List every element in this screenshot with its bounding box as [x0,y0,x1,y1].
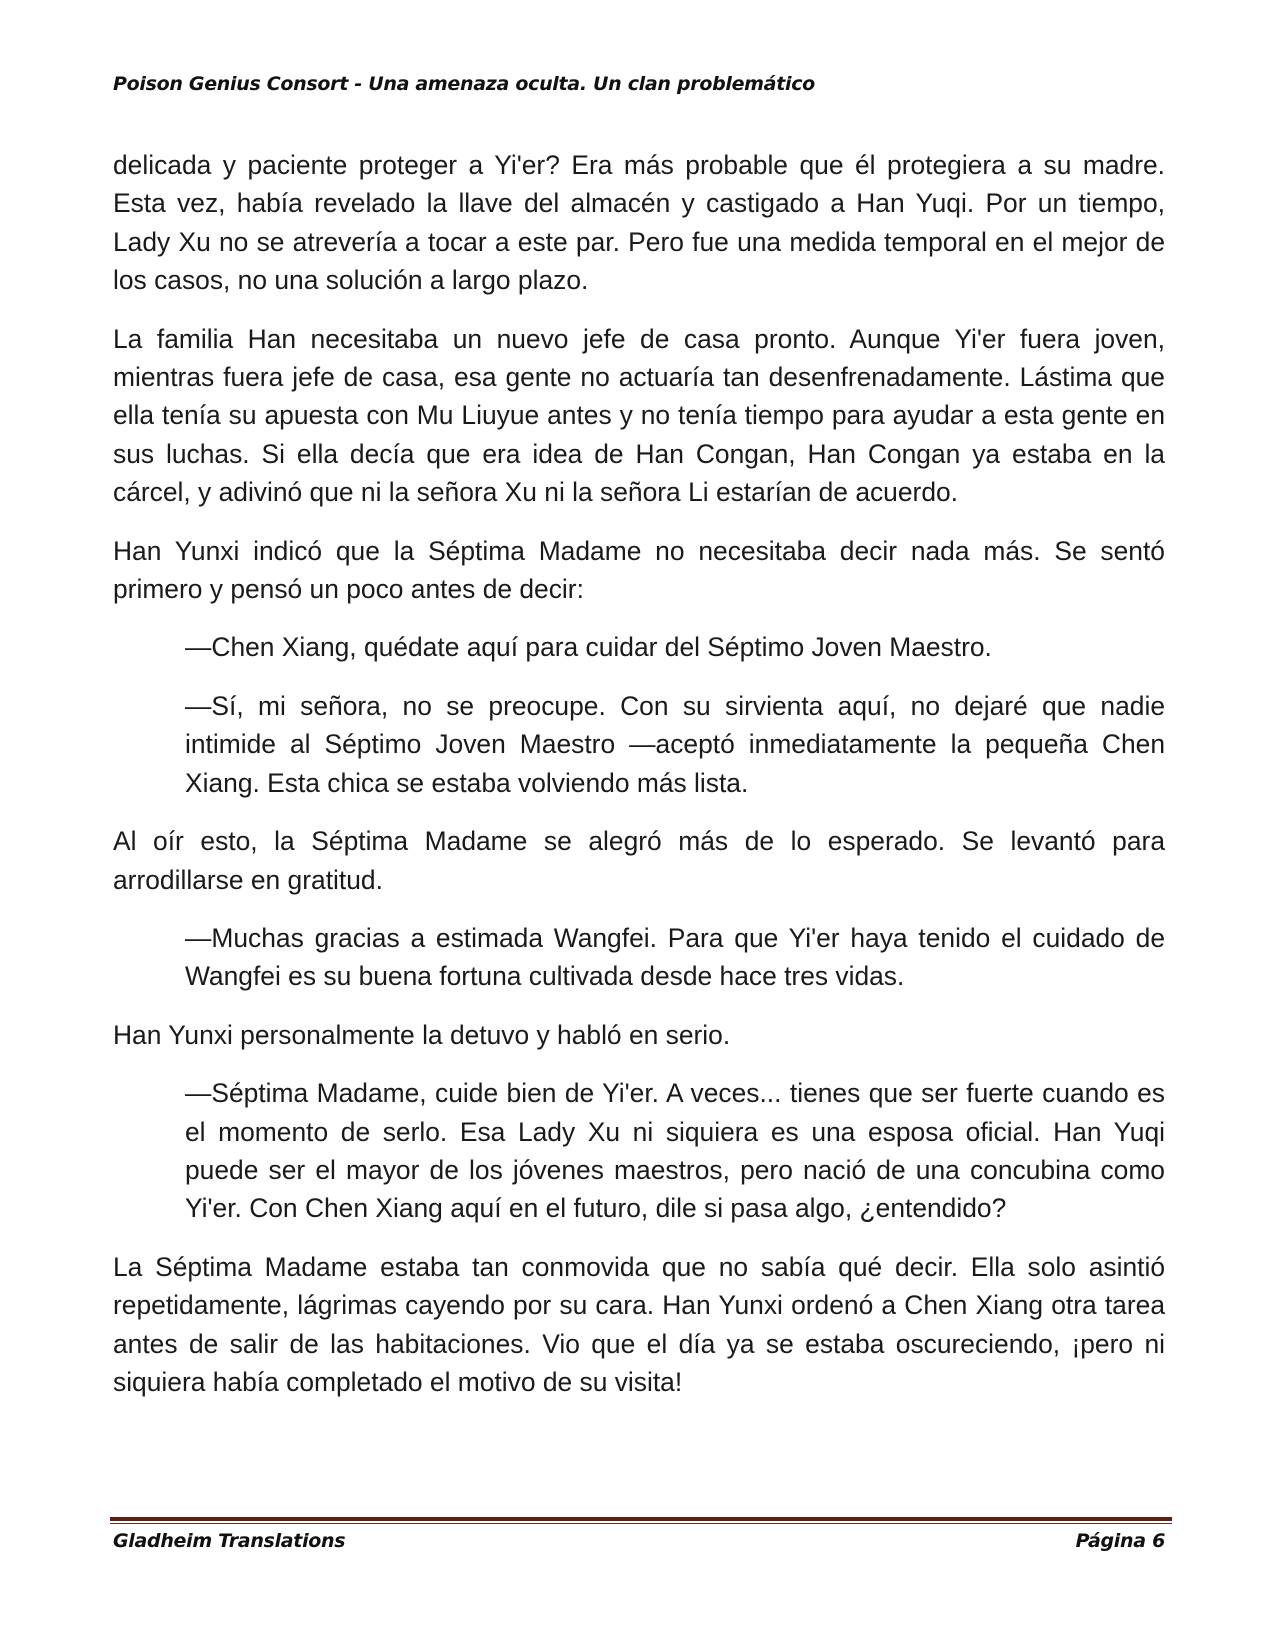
dialog-paragraph-9: —Séptima Madame, cuide bien de Yi'er. A veces... tienes que ser fuerte cuando es el momento de serlo. Esa Lady Xu ni siquiera es una esposa oficial. Han Yuqi puede ser el mayor de los jóvenes maestros, pero nació de una concubina como Yi'er. Con Chen Xiang aquí en el futuro, dile si pasa algo, ¿entendido? [185,1078,1165,1224]
paragraph-3: Han Yunxi indicó que la Séptima Madame no necesitaba decir nada más. Se sentó primero y pensó un poco antes de decir: [113,535,1165,605]
body-text [113,146,1165,1421]
paragraph-8: Han Yunxi personalmente la detuvo y habló en serio. [113,1019,731,1050]
footer-publisher: Gladheim Translations [113,1530,346,1552]
footer-page-number: Página 6 [1075,1530,1165,1552]
footer-divider [110,1517,1172,1524]
paragraph-10: La Séptima Madame estaba tan conmovida que no sabía qué decir. Ella solo asintió repetidamente, lágrimas cayendo por su cara. Han Yunxi ordenó a Chen Xiang otra tarea antes de salir de las habitaciones. Vio que el día ya se estaba oscureciendo, ¡pero ni siquiera había completado el motivo de su visita! [113,1251,1165,1397]
running-footer [113,1530,1165,1552]
dialog-paragraph-5: —Sí, mi señora, no se preocupe. Con su sirvienta aquí, no dejaré que nadie intimide al Séptimo Joven Maestro —aceptó inmediatamente la pequeña Chen Xiang. Esta chica se estaba volviendo más lista. [185,690,1165,798]
dialog-paragraph-4: —Chen Xiang, quédate aquí para cuidar del Séptimo Joven Maestro. [185,632,992,663]
paragraph-1: delicada y paciente proteger a Yi'er? Era más probable que él protegiera a su madre. Esta vez, había revelado la llave del almacén y castigado a Han Yuqi. Por un tiempo, Lady Xu no se atrevería a tocar a este par. Pero fue una medida temporal en el mejor de los casos, no una solución a largo plazo. [113,150,1165,296]
paragraph-6: Al oír esto, la Séptima Madame se alegró más de lo esperado. Se levantó para arrodillarse en gratitud. [113,826,1165,895]
dialog-paragraph-7: —Muchas gracias a estimada Wangfei. Para que Yi'er haya tenido el cuidado de Wangfei es su buena fortuna cultivada desde hace tres vidas. [185,922,1165,992]
running-header: Poison Genius Consort - Una amenaza oculta. Un clan problemático [113,73,815,95]
paragraph-2: La familia Han necesitaba un nuevo jefe de casa pronto. Aunque Yi'er fuera joven, mientras fuera jefe de casa, esa gente no actuaría tan desenfrenadamente. Lástima que ella tenía su apuesta con Mu Liuyue antes y no tenía tiempo para ayudar a esta gente en sus luchas. Si ella decía que era idea de Han Congan, Han Congan ya estaba en la cárcel, y adivinó que ni la señora Xu ni la señora Li estarían de acuerdo. [113,323,1165,508]
